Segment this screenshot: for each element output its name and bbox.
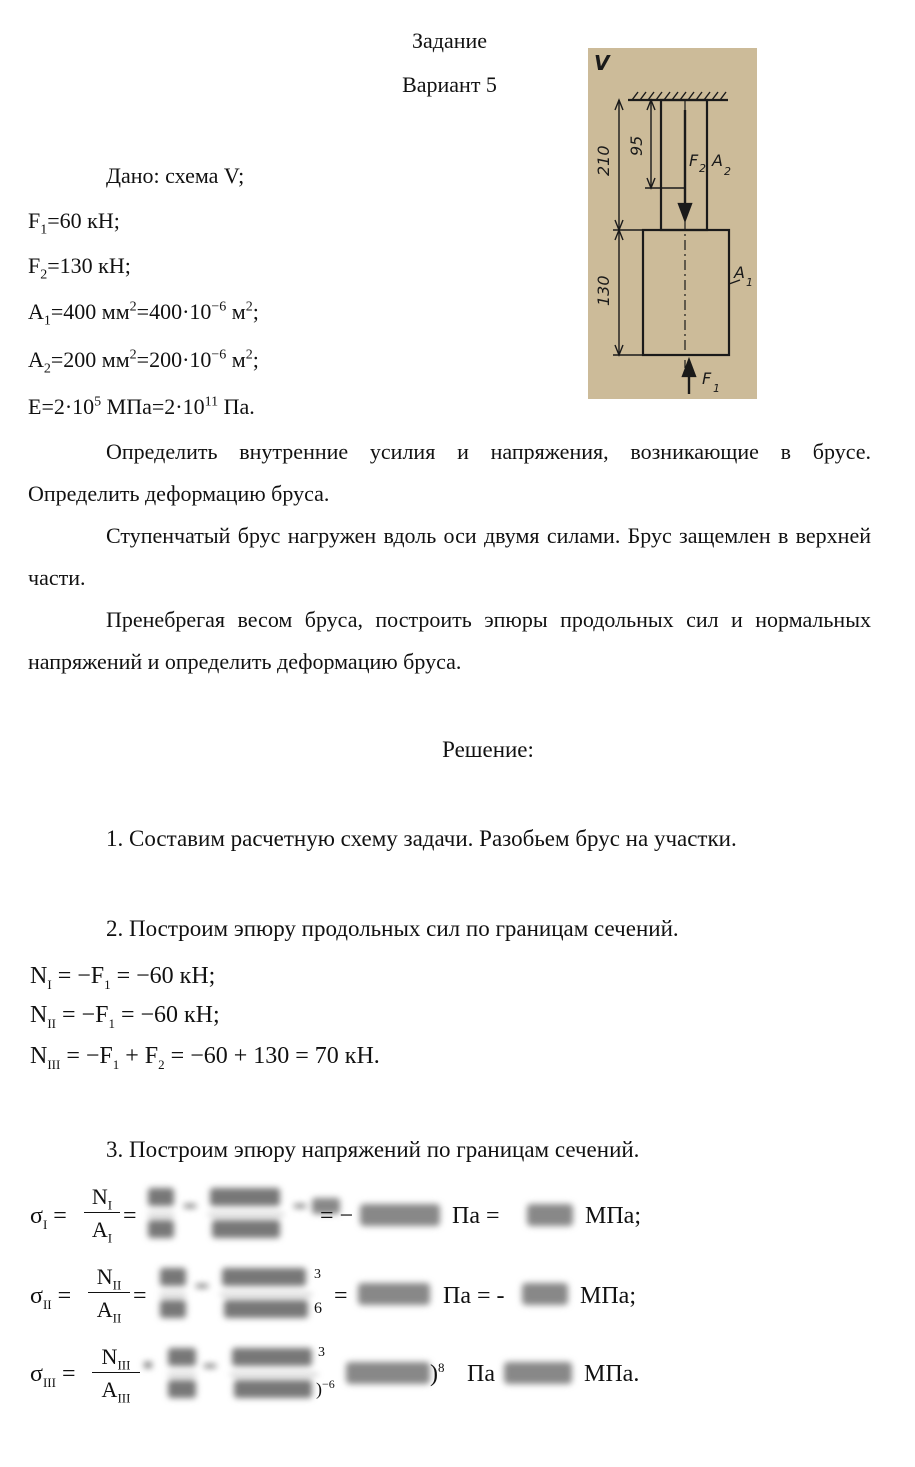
given-e: $E=2\cdot 10^5$ $МПа=2\cdot 10^{11}$ Па. — [28, 394, 255, 419]
given-intro: Дано: схема V; — [106, 163, 245, 188]
sigma-3-redacted-mpa — [504, 1362, 572, 1384]
solution-step-1: 1. Составим расчетную схему задачи. Разобьем брус на участки. — [106, 826, 737, 851]
sigma-1-bar — [84, 1212, 120, 1213]
sigma-2-bar — [88, 1292, 130, 1293]
a1-label: A — [734, 263, 745, 282]
sigma-3-unit-mpa: МПа. — [584, 1361, 640, 1387]
sigma-2-sup-fragment: 3 — [314, 1267, 321, 1282]
dim-95-label: 95 — [627, 135, 646, 156]
task-paragraph-1: Определить внутренние усилия и напряжения, возникающие в брусе. Определить деформацию бруса. — [28, 439, 871, 506]
scheme-figure — [588, 48, 757, 399]
sigma-2-redacted-work — [160, 1264, 312, 1324]
sigma-3-den-fragment: )$^{-6}$ — [316, 1377, 335, 1399]
given-a1: $A_1=400$ $мм^2=400\cdot 10^{-6}$ $м^2$; — [28, 299, 259, 329]
sigma-2-unit-mpa: МПа; — [580, 1283, 636, 1309]
sigma-1-fraction — [84, 1184, 120, 1246]
solution-heading: Решение: — [442, 737, 534, 762]
task-paragraph-2: Ступенчатый брус нагружен вдоль оси двумя силами. Брус защемлен в верхней части. — [28, 523, 871, 590]
sigma-1-unit-mpa: МПа; — [585, 1203, 641, 1229]
sigma-2-numerator: $N_{II}$ — [96, 1264, 122, 1293]
given-f2: $F_2=130$ кН; — [28, 253, 131, 283]
sigma-3-redacted-value — [346, 1362, 430, 1384]
sigma-2-lhs: $\sigma_{II}$ = — [30, 1283, 72, 1312]
given-f1: $F_1=60$ кН; — [28, 208, 120, 238]
solution-step-2: 2. Построим эпюру продольных сил по границам сечений. — [106, 916, 679, 941]
sigma-1-numerator: $N_I$ — [91, 1184, 113, 1213]
sigma-3-fraction — [92, 1344, 140, 1406]
sigma-3-denominator: $A_{III}$ — [101, 1377, 131, 1406]
solution-step-3: 3. Построим эпюру напряжений по границам сечений. — [106, 1137, 640, 1162]
sigma-1-eq: = — [123, 1203, 137, 1229]
variant-label: Вариант 5 — [402, 72, 497, 97]
dim-210-label: 210 — [594, 145, 613, 176]
sigma-1-redacted-mpa — [527, 1204, 573, 1226]
sigma-2-redacted-mpa — [522, 1283, 568, 1305]
dim-130-label: 130 — [594, 275, 613, 306]
sigma-1-redacted-value — [360, 1204, 440, 1226]
sigma-1-unit-pa: Па = — [452, 1203, 500, 1229]
sigma-3-numerator: $N_{III}$ — [101, 1344, 131, 1373]
sigma-2-eq: = — [133, 1283, 147, 1309]
f2-label: F — [689, 151, 699, 170]
sigma-2-fraction — [88, 1264, 130, 1326]
task-paragraph-3: Пренебрегая весом бруса, построить эпюры продольных сил и нормальных напряжений и определить деформацию бруса. — [28, 607, 871, 674]
equation-n1: $N_I = -F_1 = -60$ кН; — [30, 963, 216, 992]
sigma-2-redacted-value — [358, 1283, 430, 1305]
sigma-3-sup-fragment: 3 — [318, 1345, 325, 1360]
sigma-2-den-fragment: 6 — [314, 1300, 322, 1317]
page-title: Задание — [411, 28, 488, 53]
sigma-3-unit-pa: Па — [467, 1361, 495, 1387]
a2-label: A — [712, 151, 723, 170]
sigma-1-lhs: $\sigma_I$ = — [30, 1203, 67, 1232]
sigma-1-tail: = − — [320, 1203, 354, 1229]
sigma-1-denominator: $A_I$ — [91, 1217, 113, 1246]
a1-label-sub: 1 — [746, 276, 753, 289]
sigma-3-exp-fragment: )$^8$ — [430, 1360, 445, 1387]
sigma-3-lhs: $\sigma_{III}$ = — [30, 1361, 76, 1390]
a2-label-sub: 2 — [724, 165, 731, 178]
f1-label-sub: 1 — [713, 382, 720, 395]
f2-label-sub: 2 — [699, 162, 706, 175]
f1-label: F — [702, 369, 712, 388]
sigma-2-tail: = — [334, 1283, 348, 1309]
sigma-1-redacted-work — [148, 1184, 344, 1244]
sigma-3-bar — [92, 1372, 140, 1373]
equation-n3: $N_{III} = -F_1 + F_2 = -60 + 130 = 70$ кН. — [30, 1043, 380, 1072]
sigma-2-unit-pa: Па = - — [443, 1283, 505, 1309]
scheme-number: V — [594, 51, 610, 75]
sigma-2-denominator: $A_{II}$ — [96, 1297, 122, 1326]
sigma-3-redacted-work — [142, 1344, 318, 1404]
given-a2: $A_2=200$ $мм^2=200\cdot 10^{-6}$ $м^2$; — [28, 347, 259, 377]
equation-n2: $N_{II} = -F_1 = -60$ кН; — [30, 1002, 220, 1031]
